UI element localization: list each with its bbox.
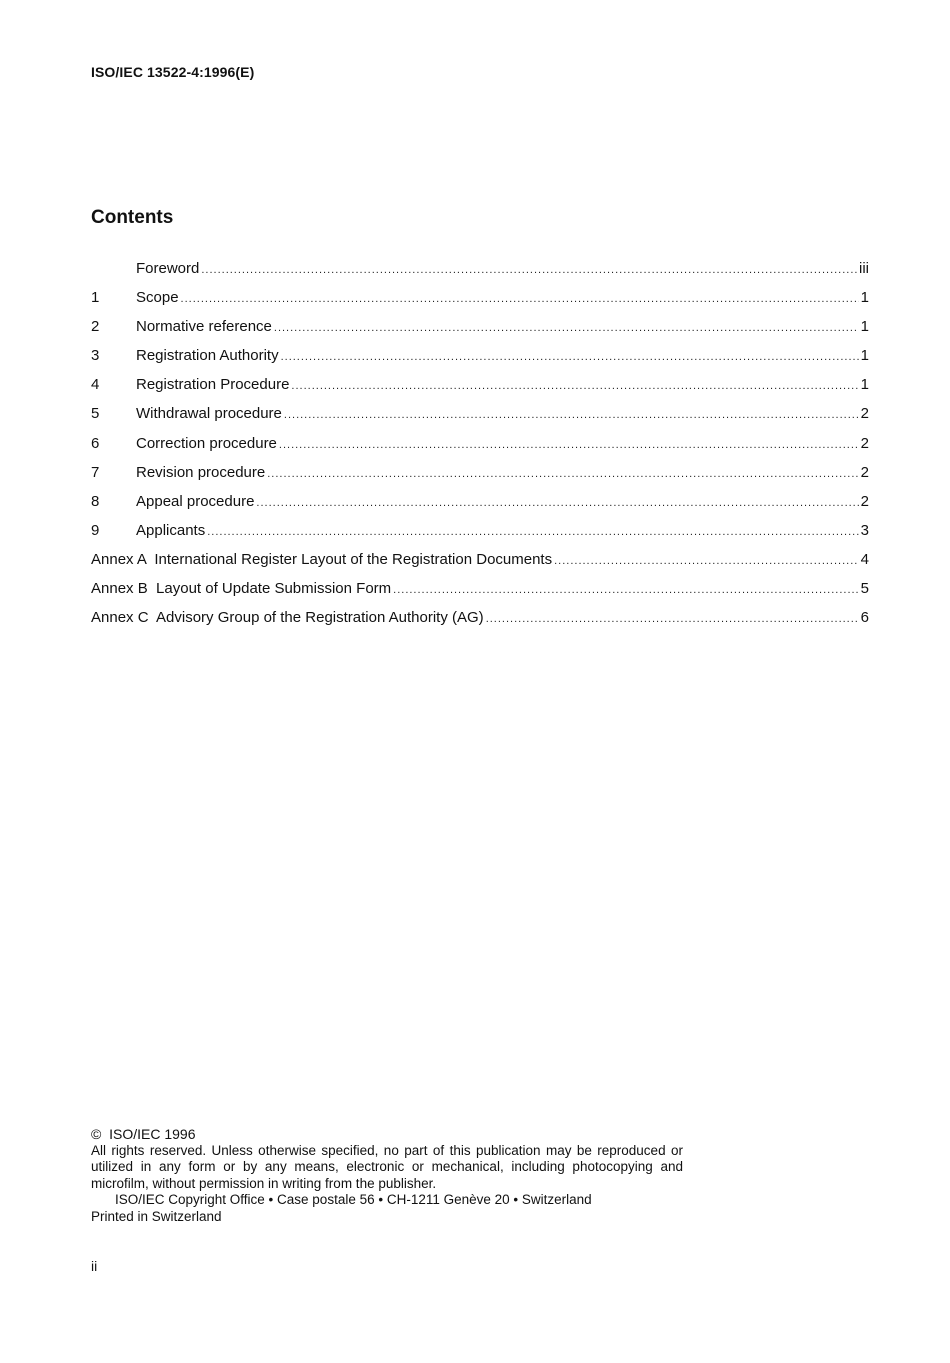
toc-entry-number: 4: [91, 376, 100, 394]
toc-dot-leader: [393, 579, 859, 601]
toc-entry-annex-b[interactable]: [91, 578, 869, 607]
toc-entry-number: 1: [91, 289, 100, 307]
toc-entry-page: 2: [860, 463, 869, 481]
copyright-notice: [91, 1126, 683, 1225]
toc-dot-leader: [181, 288, 859, 310]
toc-dot-leader: [201, 259, 857, 281]
toc-entry-page: 2: [860, 492, 869, 510]
toc-entry-page: iii: [859, 260, 869, 277]
toc-entry-annex-a[interactable]: [91, 549, 869, 578]
toc-entry-number: 6: [91, 434, 100, 452]
toc-entry-normative-reference[interactable]: [91, 316, 869, 345]
toc-entry-title: Foreword: [136, 260, 200, 277]
rights-statement: All rights reserved. Unless otherwise specified, no part of this publication may be reproduced or utilized in any form or by any means, electronic or mechanical, including photocopying and microfilm, without permission in writing from the publisher.: [91, 1142, 683, 1191]
page-number: ii: [91, 1258, 98, 1274]
toc-entry-title: Normative reference: [136, 318, 272, 336]
toc-entry-page: 1: [860, 289, 869, 307]
toc-entry-title: Scope: [136, 289, 179, 307]
toc-entry-number: 9: [91, 521, 100, 539]
toc-entry-title: Annex B Layout of Update Submission Form: [91, 580, 392, 598]
toc-entry-page: 1: [860, 318, 869, 336]
toc-entry-scope[interactable]: [91, 287, 869, 316]
toc-dot-leader: [256, 492, 858, 514]
toc-entry-page: 1: [860, 376, 869, 394]
toc-entry-page: 3: [860, 521, 869, 539]
toc-entry-page: 6: [860, 609, 869, 627]
toc-entry-number: 3: [91, 347, 100, 365]
toc-entry-foreword[interactable]: [91, 258, 869, 287]
toc-entry-registration-authority[interactable]: [91, 345, 869, 374]
toc-entry-revision-procedure[interactable]: [91, 462, 869, 491]
toc-entry-title: Correction procedure: [136, 434, 277, 452]
toc-entry-page: 2: [860, 434, 869, 452]
table-of-contents: [91, 258, 869, 636]
toc-entry-number: 8: [91, 492, 100, 510]
toc-entry-page: 2: [860, 405, 869, 423]
document-id: ISO/IEC 13522-4:1996(E): [91, 64, 255, 80]
toc-entry-title: Revision procedure: [136, 463, 266, 481]
toc-entry-number: 7: [91, 463, 100, 481]
toc-entry-title: Applicants: [136, 521, 206, 539]
toc-dot-leader: [291, 375, 858, 397]
toc-entry-page: 1: [860, 347, 869, 365]
toc-dot-leader: [486, 608, 859, 630]
toc-entry-appeal-procedure[interactable]: [91, 491, 869, 520]
contents-title: Contents: [91, 207, 174, 228]
toc-entry-applicants[interactable]: [91, 520, 869, 549]
toc-dot-leader: [284, 404, 859, 426]
toc-dot-leader: [267, 463, 858, 485]
toc-entry-title: Annex A International Register Layout of the Registration Documents: [91, 550, 553, 568]
toc-entry-page: 5: [860, 580, 869, 598]
toc-entry-title: Appeal procedure: [136, 492, 255, 510]
toc-entry-title: Annex C Advisory Group of the Registration Authority (AG): [91, 609, 484, 627]
printed-in: Printed in Switzerland: [91, 1208, 222, 1224]
toc-entry-number: 2: [91, 318, 100, 336]
toc-dot-leader: [554, 550, 859, 572]
toc-entry-annex-c[interactable]: [91, 607, 869, 636]
toc-dot-leader: [274, 317, 859, 339]
toc-entry-withdrawal-procedure[interactable]: [91, 403, 869, 432]
toc-entry-title: Withdrawal procedure: [136, 405, 282, 423]
toc-entry-number: 5: [91, 405, 100, 423]
toc-dot-leader: [279, 434, 859, 456]
toc-dot-leader: [207, 521, 858, 543]
toc-entry-title: Registration Procedure: [136, 376, 290, 394]
copyright-line: © ISO/IEC 1996: [91, 1126, 196, 1142]
toc-dot-leader: [281, 346, 859, 368]
toc-entry-title: Registration Authority: [136, 347, 279, 365]
toc-entry-registration-procedure[interactable]: [91, 374, 869, 403]
toc-entry-page: 4: [860, 550, 869, 568]
toc-entry-correction-procedure[interactable]: [91, 433, 869, 462]
copyright-office-address: ISO/IEC Copyright Office • Case postale 56 • CH-1211 Genève 20 • Switzerland: [115, 1192, 592, 1207]
